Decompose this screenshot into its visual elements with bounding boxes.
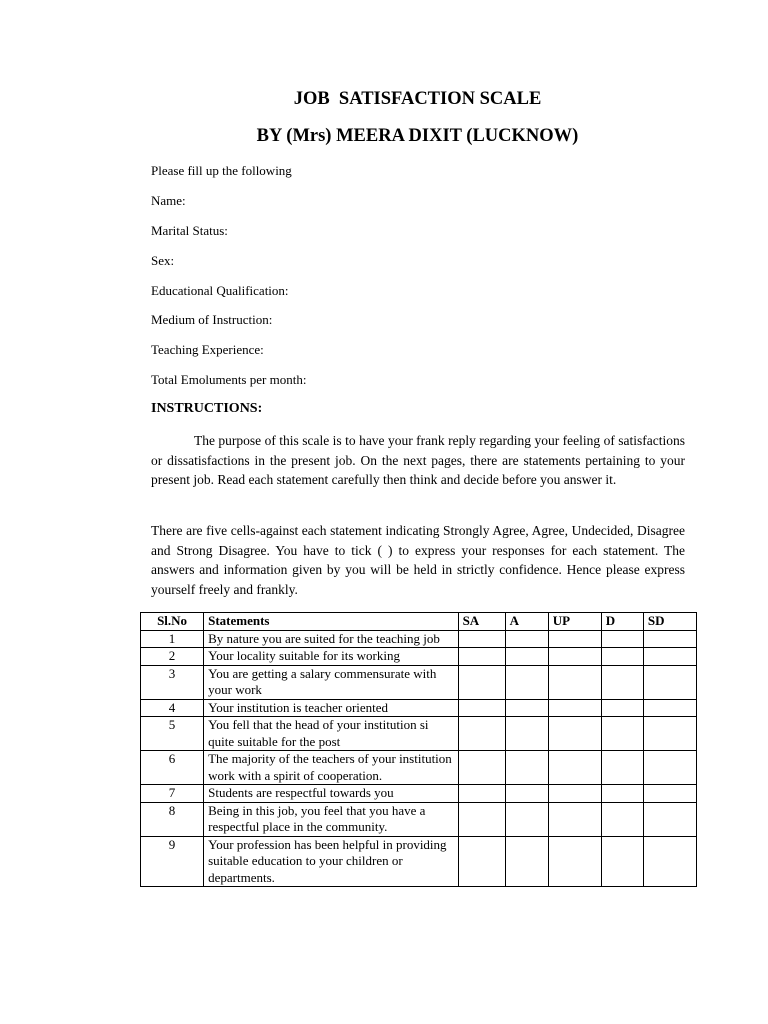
table-row	[141, 717, 697, 751]
response-cell-sd[interactable]	[643, 717, 696, 751]
response-cell-a[interactable]	[505, 836, 548, 887]
header-sl-no: Sl.No	[141, 613, 204, 631]
response-cell-a[interactable]	[505, 717, 548, 751]
response-cell-sa[interactable]	[458, 785, 505, 803]
instructions-heading: INSTRUCTIONS:	[151, 401, 263, 416]
header-d: D	[601, 613, 643, 631]
row-statement: Your locality suitable for its working	[204, 648, 458, 666]
response-cell-d[interactable]	[601, 699, 643, 717]
row-number: 8	[141, 802, 204, 836]
response-cell-sd[interactable]	[643, 836, 696, 887]
response-cell-sa[interactable]	[458, 802, 505, 836]
name-field-label: Name:	[151, 193, 186, 208]
table-row	[141, 785, 697, 803]
response-cell-sd[interactable]	[643, 665, 696, 699]
row-statement: Being in this job, you feel that you have a respectful place in the community.	[204, 802, 458, 836]
response-cell-d[interactable]	[601, 665, 643, 699]
table-row	[141, 665, 697, 699]
satisfaction-table	[140, 612, 697, 887]
row-statement: Students are respectful towards you	[204, 785, 458, 803]
row-statement: Your profession has been helpful in providing suitable education to your children or departments.	[204, 836, 458, 887]
table-row	[141, 836, 697, 887]
table-row	[141, 751, 697, 785]
row-number: 7	[141, 785, 204, 803]
response-cell-sa[interactable]	[458, 751, 505, 785]
response-cell-sa[interactable]	[458, 648, 505, 666]
header-a: A	[505, 613, 548, 631]
response-cell-a[interactable]	[505, 648, 548, 666]
header-up: UP	[548, 613, 601, 631]
table-row	[141, 648, 697, 666]
row-number: 3	[141, 665, 204, 699]
response-cell-sd[interactable]	[643, 785, 696, 803]
response-cell-d[interactable]	[601, 751, 643, 785]
row-number: 4	[141, 699, 204, 717]
response-cell-up[interactable]	[548, 717, 601, 751]
response-cell-up[interactable]	[548, 665, 601, 699]
row-statement: By nature you are suited for the teaching job	[204, 630, 458, 648]
form-intro: Please fill up the following	[151, 163, 292, 178]
row-statement: The majority of the teachers of your institution work with a spirit of cooperation.	[204, 751, 458, 785]
response-cell-sd[interactable]	[643, 630, 696, 648]
table-header-row	[141, 613, 697, 631]
author-line: BY (Mrs) MEERA DIXIT (LUCKNOW)	[256, 126, 579, 146]
response-cell-up[interactable]	[548, 785, 601, 803]
row-statement: You fell that the head of your institution si quite suitable for the post	[204, 717, 458, 751]
table-row	[141, 802, 697, 836]
instructions-paragraph-2: There are five cells-against each statement indicating Strongly Agree, Agree, Undecided, Disagree and Strong Disagree. You have to tick ( ) to express your responses for each statement. The answers and information given by you will be held in strictly confidence. Hence please express yourself freely and frankly.	[151, 523, 685, 597]
sex-field-label: Sex:	[151, 253, 175, 268]
response-cell-d[interactable]	[601, 648, 643, 666]
row-number: 1	[141, 630, 204, 648]
medium-field-label: Medium of Instruction:	[151, 312, 273, 327]
row-statement: Your institution is teacher oriented	[204, 699, 458, 717]
response-cell-up[interactable]	[548, 648, 601, 666]
row-number: 2	[141, 648, 204, 666]
response-cell-sa[interactable]	[458, 836, 505, 887]
response-cell-sa[interactable]	[458, 699, 505, 717]
row-number: 5	[141, 717, 204, 751]
response-cell-sa[interactable]	[458, 665, 505, 699]
row-number: 9	[141, 836, 204, 887]
response-cell-d[interactable]	[601, 630, 643, 648]
marital-status-field-label: Marital Status:	[151, 223, 228, 238]
response-cell-a[interactable]	[505, 751, 548, 785]
response-cell-up[interactable]	[548, 802, 601, 836]
response-cell-sa[interactable]	[458, 630, 505, 648]
response-cell-a[interactable]	[505, 665, 548, 699]
response-cell-d[interactable]	[601, 836, 643, 887]
response-cell-sa[interactable]	[458, 717, 505, 751]
response-cell-sd[interactable]	[643, 751, 696, 785]
response-cell-a[interactable]	[505, 785, 548, 803]
header-statements: Statements	[204, 613, 458, 631]
response-cell-up[interactable]	[548, 751, 601, 785]
response-cell-d[interactable]	[601, 785, 643, 803]
header-sd: SD	[643, 613, 696, 631]
scale-title: JOB SATISFACTION SCALE	[293, 89, 542, 109]
response-cell-d[interactable]	[601, 802, 643, 836]
experience-field-label: Teaching Experience:	[151, 342, 264, 357]
table-row	[141, 630, 697, 648]
response-cell-d[interactable]	[601, 717, 643, 751]
response-cell-up[interactable]	[548, 630, 601, 648]
response-cell-a[interactable]	[505, 699, 548, 717]
response-cell-sd[interactable]	[643, 802, 696, 836]
emoluments-field-label: Total Emoluments per month:	[151, 372, 307, 387]
response-cell-sd[interactable]	[643, 699, 696, 717]
row-number: 6	[141, 751, 204, 785]
response-cell-sd[interactable]	[643, 648, 696, 666]
table-row	[141, 699, 697, 717]
education-field-label: Educational Qualification:	[151, 283, 289, 298]
header-sa: SA	[458, 613, 505, 631]
instructions-paragraph-1: The purpose of this scale is to have your frank reply regarding your feeling of satisfactions or dissatisfactions in the present job. On the next pages, there are statements pertaining to your present job. Read each statement carefully then think and decide before you answer it.	[151, 433, 685, 487]
response-cell-up[interactable]	[548, 699, 601, 717]
response-cell-up[interactable]	[548, 836, 601, 887]
response-cell-a[interactable]	[505, 630, 548, 648]
response-cell-a[interactable]	[505, 802, 548, 836]
row-statement: You are getting a salary commensurate with your work	[204, 665, 458, 699]
